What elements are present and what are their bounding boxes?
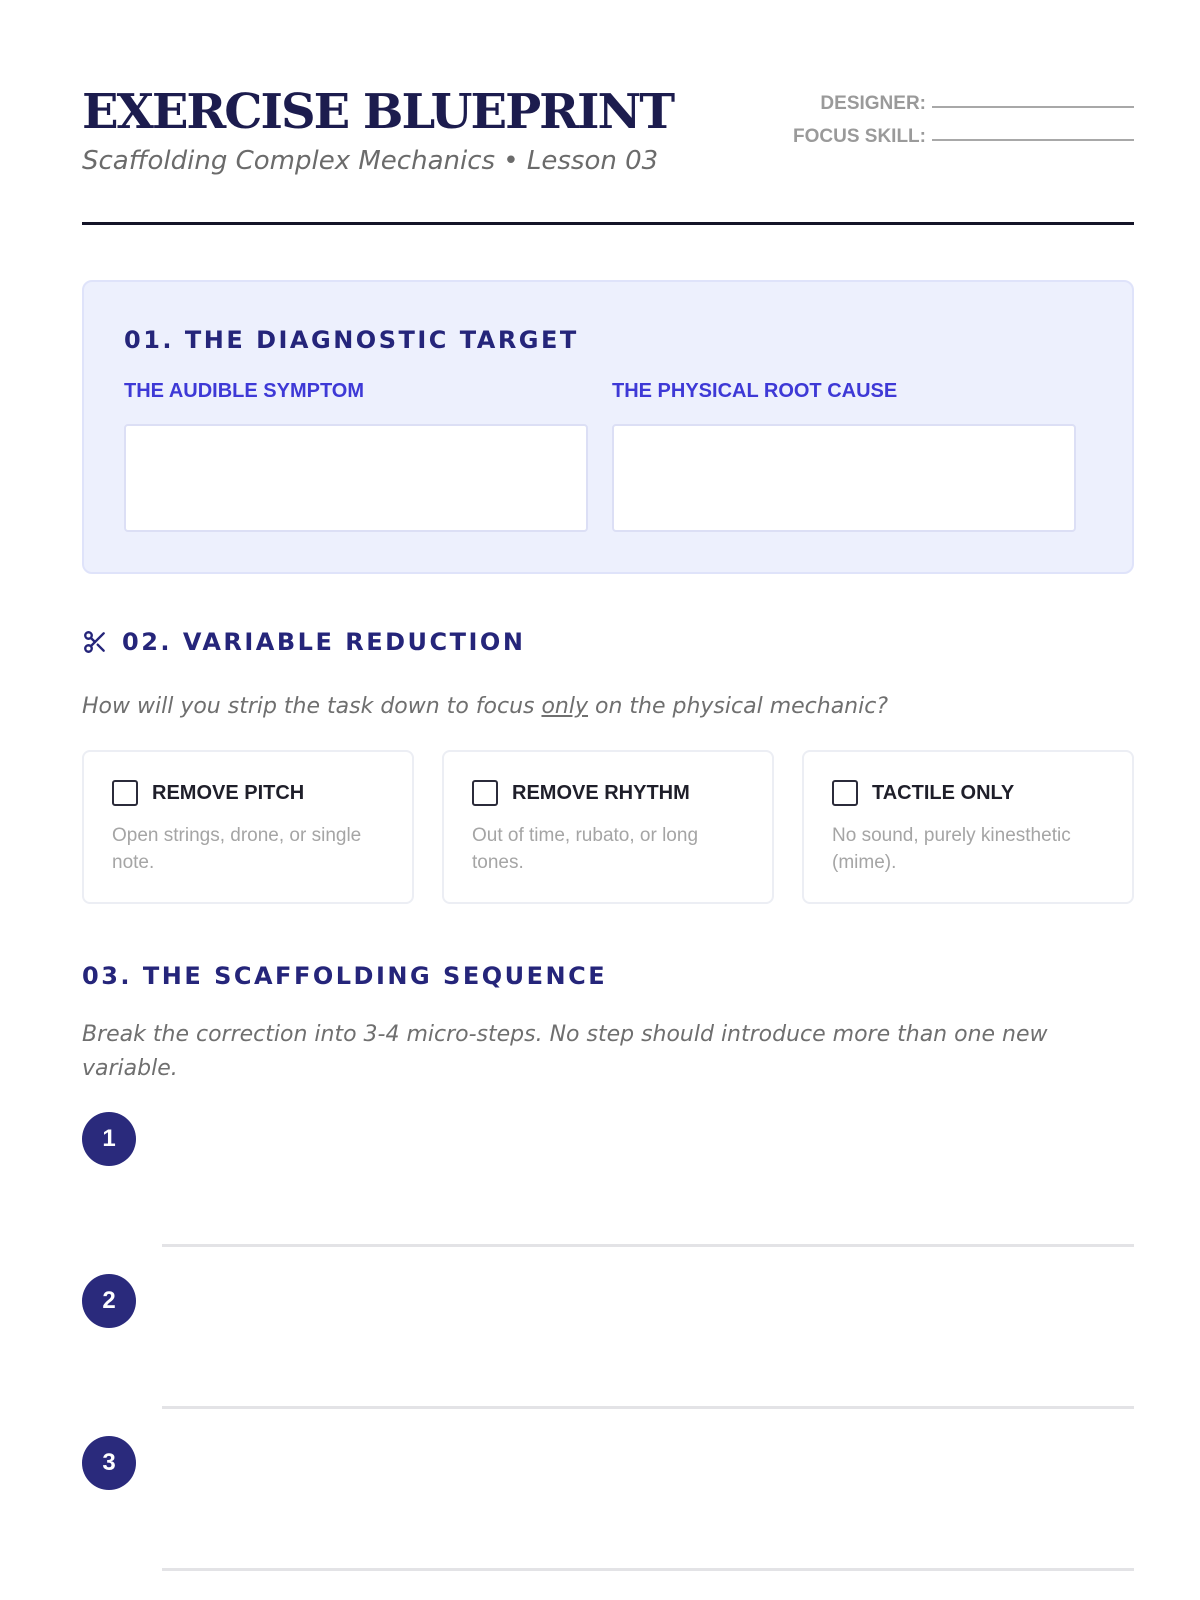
section3-title: 03. THE SCAFFOLDING SEQUENCE bbox=[82, 962, 608, 990]
section2-heading bbox=[82, 628, 525, 656]
option-label: TACTILE ONLY bbox=[872, 782, 1015, 804]
focus-skill-field[interactable] bbox=[774, 115, 1134, 148]
audible-symptom-label: THE AUDIBLE SYMPTOM bbox=[124, 380, 365, 402]
diagnostic-target-panel bbox=[82, 280, 1134, 574]
option-card-remove-rhythm[interactable] bbox=[442, 750, 774, 904]
scissors-icon bbox=[82, 629, 108, 655]
option-label: REMOVE PITCH bbox=[152, 782, 305, 804]
option-description: Open strings, drone, or single note. bbox=[112, 825, 362, 873]
remove-rhythm-checkbox[interactable] bbox=[472, 780, 498, 806]
prompt-text: on the physical mechanic? bbox=[588, 694, 889, 719]
option-description: No sound, purely kinesthetic (mime). bbox=[832, 825, 1071, 873]
worksheet-page bbox=[82, 0, 1134, 1600]
step-3-writing-line[interactable] bbox=[162, 1568, 1134, 1571]
option-label: REMOVE RHYTHM bbox=[512, 782, 690, 804]
step-2-writing-line[interactable] bbox=[162, 1406, 1134, 1409]
physical-root-cause-label: THE PHYSICAL ROOT CAUSE bbox=[612, 380, 898, 402]
step-number-badge: 2 bbox=[82, 1274, 136, 1328]
section3-prompt: Break the correction into 3-4 micro-steps. No step should introduce more than one new variable. bbox=[82, 1022, 1048, 1081]
option-card-tactile-only[interactable] bbox=[802, 750, 1134, 904]
step-number-badge: 1 bbox=[82, 1112, 136, 1166]
designer-label: DESIGNER: bbox=[820, 93, 926, 114]
designer-field[interactable] bbox=[774, 82, 1134, 115]
page-subtitle: Scaffolding Complex Mechanics • Lesson 03 bbox=[82, 146, 659, 176]
step-number-badge: 3 bbox=[82, 1436, 136, 1490]
step-1-writing-line[interactable] bbox=[162, 1244, 1134, 1247]
tactile-only-checkbox[interactable] bbox=[832, 780, 858, 806]
header-divider bbox=[82, 222, 1134, 225]
section1-title: 01. THE DIAGNOSTIC TARGET bbox=[124, 326, 579, 354]
option-description: Out of time, rubato, or long tones. bbox=[472, 825, 699, 873]
meta-fields bbox=[774, 82, 1134, 148]
remove-pitch-checkbox[interactable] bbox=[112, 780, 138, 806]
designer-blank-line[interactable] bbox=[932, 106, 1134, 108]
section2-prompt bbox=[82, 694, 888, 719]
prompt-text: How will you strip the task down to focus bbox=[82, 694, 542, 719]
prompt-emphasis: only bbox=[541, 694, 589, 719]
physical-root-cause-field[interactable] bbox=[612, 424, 1076, 532]
focus-skill-blank-line[interactable] bbox=[932, 139, 1134, 141]
audible-symptom-field[interactable] bbox=[124, 424, 588, 532]
option-card-remove-pitch[interactable] bbox=[82, 750, 414, 904]
section2-title: 02. VARIABLE REDUCTION bbox=[122, 628, 526, 656]
focus-skill-label: FOCUS SKILL: bbox=[793, 126, 926, 147]
page-title: EXERCISE BLUEPRINT bbox=[82, 84, 674, 140]
